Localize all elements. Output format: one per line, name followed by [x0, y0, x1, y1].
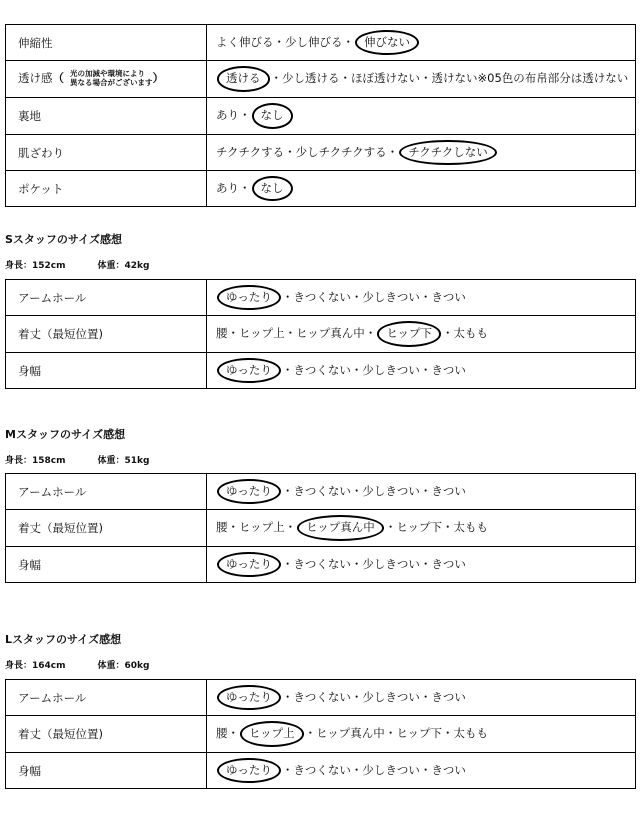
spec-row-lining: [6, 98, 636, 135]
option-separator: ・: [227, 726, 239, 741]
option-separator: ・: [281, 483, 294, 498]
spec-table: [5, 24, 636, 207]
selected-option: なし: [252, 176, 293, 202]
option-separator: ・: [281, 289, 294, 304]
row-label: 身幅: [6, 353, 207, 389]
option: きつくない: [293, 483, 351, 498]
option-separator: ・: [281, 556, 294, 571]
selected-option: 透ける: [217, 66, 270, 92]
option: 腰: [216, 520, 228, 535]
option-list: [207, 753, 636, 789]
note-open-paren: （: [52, 71, 64, 86]
note-line-2: 異なる場合がございます: [70, 78, 153, 87]
option-separator: ・: [270, 71, 282, 86]
size-row-width: [6, 353, 636, 389]
option-separator: ・: [420, 71, 432, 86]
spec-row-sheerness: [6, 61, 636, 98]
row-label: アームホール: [6, 280, 207, 316]
row-label: アームホール: [6, 474, 207, 510]
option-list: [207, 474, 636, 510]
option-list: [207, 316, 636, 353]
option-separator: ・: [419, 689, 432, 704]
staff-stats: [5, 453, 149, 466]
row-label: 身幅: [6, 547, 207, 583]
option-separator: ・: [419, 362, 432, 377]
option-list: [207, 510, 636, 547]
option-separator: ・: [419, 556, 432, 571]
option-note: ※05色の布帛部分は透けない: [477, 71, 629, 86]
option: 少しきつい: [362, 289, 420, 304]
staff-weight: 体重：51kg: [97, 456, 150, 466]
option: 少し透ける: [282, 71, 340, 86]
option-list: [207, 680, 636, 716]
size-row-width: [6, 753, 636, 789]
option-list: [207, 280, 636, 316]
option-separator: ・: [441, 326, 454, 341]
option: あり: [216, 180, 239, 195]
size-row-armhole: [6, 474, 636, 510]
option: きつくない: [293, 762, 351, 777]
selected-option: チクチクしない: [399, 140, 497, 166]
spec-row-texture: [6, 135, 636, 171]
option: 少しきつい: [362, 362, 420, 377]
row-label: 伸縮性: [6, 25, 207, 61]
option-separator: ・: [273, 34, 285, 49]
selected-option: ゆったり: [217, 479, 281, 505]
option-separator: ・: [350, 483, 363, 498]
option-list: [207, 135, 636, 171]
option-separator: ・: [239, 108, 251, 123]
option-list: [207, 547, 636, 583]
selected-option: ゆったり: [217, 552, 281, 578]
option: ヒップ下: [396, 520, 442, 535]
option: ヒップ真ん中: [296, 326, 365, 341]
option-list: [207, 716, 636, 753]
option-separator: ・: [281, 689, 294, 704]
selected-option: ヒップ下: [377, 321, 441, 347]
option-separator: ・: [281, 762, 294, 777]
selected-option: 伸びない: [355, 30, 419, 56]
option: 太もも: [453, 726, 488, 741]
option: 太もも: [453, 520, 488, 535]
option: 腰: [216, 326, 228, 341]
option-separator: ・: [419, 762, 432, 777]
option: あり: [216, 108, 239, 123]
option: きつくない: [293, 289, 351, 304]
spec-row-pocket: [6, 171, 636, 207]
option-separator: ・: [339, 71, 351, 86]
option: 腰: [216, 726, 228, 741]
staff-stats: [5, 258, 149, 271]
size-row-armhole: [6, 680, 636, 716]
option-separator: ・: [227, 326, 239, 341]
option: 少しきつい: [362, 689, 420, 704]
option: 少しきつい: [362, 556, 420, 571]
row-label: 着丈（最短位置): [6, 510, 207, 547]
selected-option: ヒップ真ん中: [297, 515, 384, 541]
option: きつい: [431, 289, 466, 304]
staff-size-table: [5, 679, 636, 789]
option: ヒップ上: [239, 520, 285, 535]
staff-heading: Lスタッフのサイズ感想: [5, 633, 122, 646]
option-separator: ・: [350, 362, 363, 377]
staff-size-table: [5, 473, 636, 583]
option-separator: ・: [284, 520, 297, 535]
option: きつい: [431, 689, 466, 704]
option: よく伸びる: [216, 34, 274, 49]
sheerness-note: [70, 70, 153, 87]
size-row-length: [6, 510, 636, 547]
option: ヒップ下: [396, 726, 442, 741]
size-row-armhole: [6, 280, 636, 316]
option-separator: ・: [384, 520, 397, 535]
option: 少しきつい: [362, 483, 420, 498]
option: 少しチクチクする: [295, 144, 387, 159]
option-separator: ・: [419, 289, 432, 304]
option-separator: ・: [239, 180, 251, 195]
size-row-width: [6, 547, 636, 583]
selected-option: ゆったり: [217, 358, 281, 384]
option: ほぼ透けない: [351, 71, 420, 86]
selected-option: なし: [252, 103, 293, 129]
option-separator: ・: [419, 483, 432, 498]
option: きつい: [431, 556, 466, 571]
selected-option: ゆったり: [217, 685, 281, 711]
option: 透けない: [431, 71, 478, 86]
option-separator: ・: [364, 326, 377, 341]
row-label: 透け感: [18, 71, 53, 86]
option-list: [207, 98, 636, 135]
option: 少しきつい: [362, 762, 420, 777]
option: きつい: [431, 483, 466, 498]
option: きつい: [431, 762, 466, 777]
selected-option: ゆったり: [217, 758, 281, 784]
spec-row-stretch: [6, 25, 636, 61]
option-separator: ・: [350, 556, 363, 571]
staff-heading: Sスタッフのサイズ感想: [5, 233, 123, 246]
staff-height: 身長：158cm: [5, 456, 66, 466]
staff-size-table: [5, 279, 636, 389]
option-separator: ・: [281, 362, 294, 377]
row-label: 着丈（最短位置): [6, 716, 207, 753]
option: チクチクする: [216, 144, 285, 159]
option-list: [207, 61, 636, 98]
row-label: 着丈（最短位置): [6, 316, 207, 353]
staff-weight: 体重：60kg: [97, 661, 150, 671]
option-separator: ・: [350, 762, 363, 777]
option-separator: ・: [284, 144, 296, 159]
option: きつい: [431, 362, 466, 377]
option-separator: ・: [384, 726, 397, 741]
staff-heading: Mスタッフのサイズ感想: [5, 428, 126, 441]
selected-option: ゆったり: [217, 285, 281, 311]
option: ヒップ上: [239, 326, 285, 341]
option-list: [207, 25, 636, 61]
row-label: 裏地: [6, 98, 207, 135]
option: ヒップ真ん中: [316, 726, 385, 741]
row-label: 肌ざわり: [6, 135, 207, 171]
option: きつくない: [293, 556, 351, 571]
option-separator: ・: [342, 34, 354, 49]
option-list: [207, 171, 636, 207]
row-label-cell: [6, 61, 207, 98]
option-separator: ・: [441, 726, 454, 741]
row-label: 身幅: [6, 753, 207, 789]
staff-height: 身長：152cm: [5, 261, 66, 271]
option-separator: ・: [227, 520, 239, 535]
selected-option: ヒップ上: [240, 721, 304, 747]
size-row-length: [6, 316, 636, 353]
row-label: アームホール: [6, 680, 207, 716]
option-list: [207, 353, 636, 389]
option: きつくない: [293, 689, 351, 704]
staff-weight: 体重：42kg: [97, 261, 150, 271]
option-separator: ・: [284, 326, 297, 341]
size-row-length: [6, 716, 636, 753]
option: きつくない: [293, 362, 351, 377]
staff-height: 身長：164cm: [5, 661, 66, 671]
note-line-1: 光の加減や環境により: [70, 69, 145, 79]
note-close-paren: ）: [152, 71, 164, 86]
option: 少し伸びる: [285, 34, 343, 49]
option: 太もも: [453, 326, 488, 341]
option-separator: ・: [350, 289, 363, 304]
option-separator: ・: [386, 144, 399, 159]
option-separator: ・: [350, 689, 363, 704]
row-label: ポケット: [6, 171, 207, 207]
staff-stats: [5, 658, 149, 671]
option-separator: ・: [441, 520, 454, 535]
option-separator: ・: [304, 726, 317, 741]
